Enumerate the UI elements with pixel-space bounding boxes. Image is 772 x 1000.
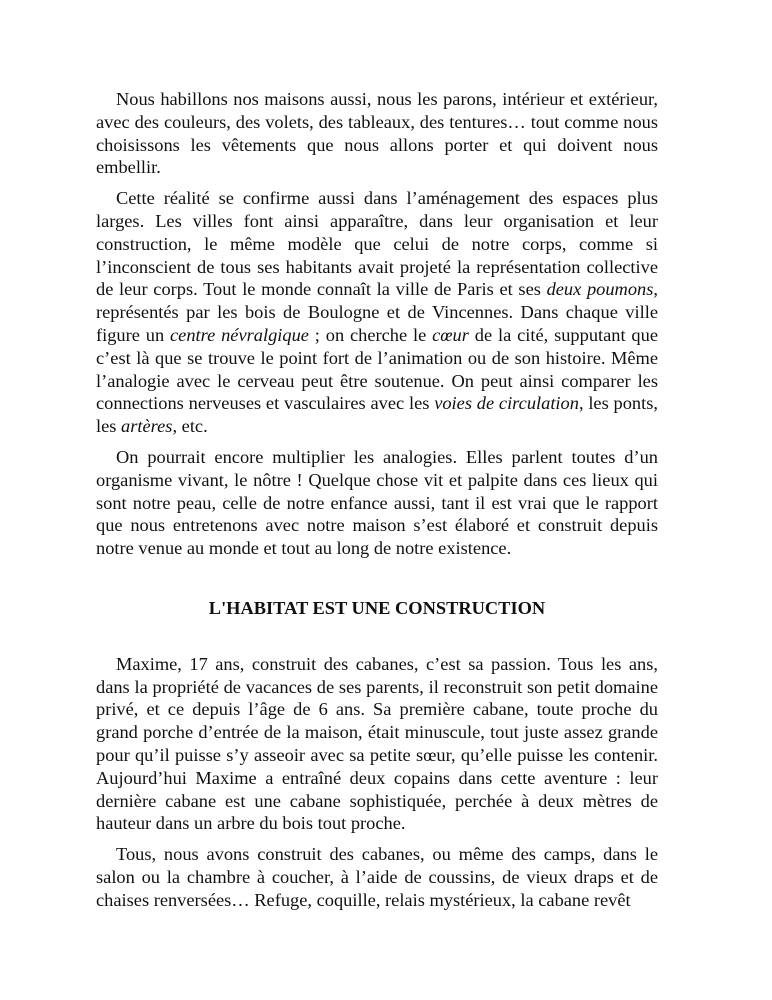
paragraph [96,187,658,438]
text-run: de la cité, supputant que c’est là que se trouve le point fort de l’animation ou de son histoire. Même l’analogie avec le cerveau peut être soutenue. On peut ainsi comparer les connections nerveuses et vasculaires avec les [96,324,658,414]
paragraph [96,843,658,911]
text-run: On pourrait encore multiplier les analogies. Elles parlent toutes d’un organisme vivant, le nôtre ! Quelque chose vit et palpite dans ces lieux qui sont notre peau, celle de notre enfance aussi, tant il est vrai que le rapport que nous entretenons avec notre maison s’est élaboré et construit depuis notre venue au monde et tout au long de notre existence. [96,446,658,559]
text-run: etc. [177,416,208,437]
paragraph [96,88,658,179]
text-run: ; on cherche le [308,324,433,345]
italic-text: voies de circulation [434,393,579,414]
paragraph [96,653,658,835]
text-run: Tous, nous avons construit des cabanes, ou même des camps, dans le salon ou la chambre à coucher, à l’aide de coussins, de vieux draps et de chaises renversées… Refuge, coquille, relais mystérieux, la cabane revêt [96,844,658,910]
italic-text: cœur [432,324,469,345]
text-run: Nous habillons nos maisons aussi, nous les parons, intérieur et extérieur, avec des couleurs, des volets, des tableaux, des tentures… tout comme nous choisissons les vêtements que nous allons porter et qui doivent nous embellir. [96,89,658,178]
italic-text: deux poumons [546,279,654,300]
text-run: Cette réalité se confirme aussi dans l’aménagement des espaces plus larges. Les villes font ainsi apparaître, dans leur organisation et leur construction, le même modèle que celui de notre corps, comme si l’inconscient de tous ses habitants avait projeté la représentation collective de leur corps. Tout le monde connaît la ville de Paris et ses [96,188,658,300]
paragraph [96,446,658,560]
italic-text: centre névralgique [170,324,309,345]
document-page [96,88,658,920]
body-after-heading [96,653,658,912]
italic-text: artères, [121,416,178,437]
text-run: Maxime, 17 ans, construit des cabanes, c’est sa passion. Tous les ans, dans la propriété de vacances de ses parents, il reconstruit son petit domaine privé, et ce depuis l’âge de 6 ans. Sa première cabane, toute proche du grand porche d’entrée de la maison, était minuscule, tout juste assez grande pour qu’il puisse s’y asseoir avec sa petite sœur, qu’elle puisse les contenir. Aujourd’hui Maxime a entraîné deux copains dans cette aventure : leur dernière cabane est une cabane sophistiquée, perchée à deux mètres de hauteur dans un arbre du bois tout proche. [96,653,658,834]
text-run: , représentés par les bois de Boulogne et de Vincennes. Dans chaque ville figure un [96,279,658,345]
text-run: , les ponts, les [96,393,658,437]
section-heading: L'HABITAT EST UNE CONSTRUCTION [208,597,546,618]
body-before-heading [96,88,658,560]
